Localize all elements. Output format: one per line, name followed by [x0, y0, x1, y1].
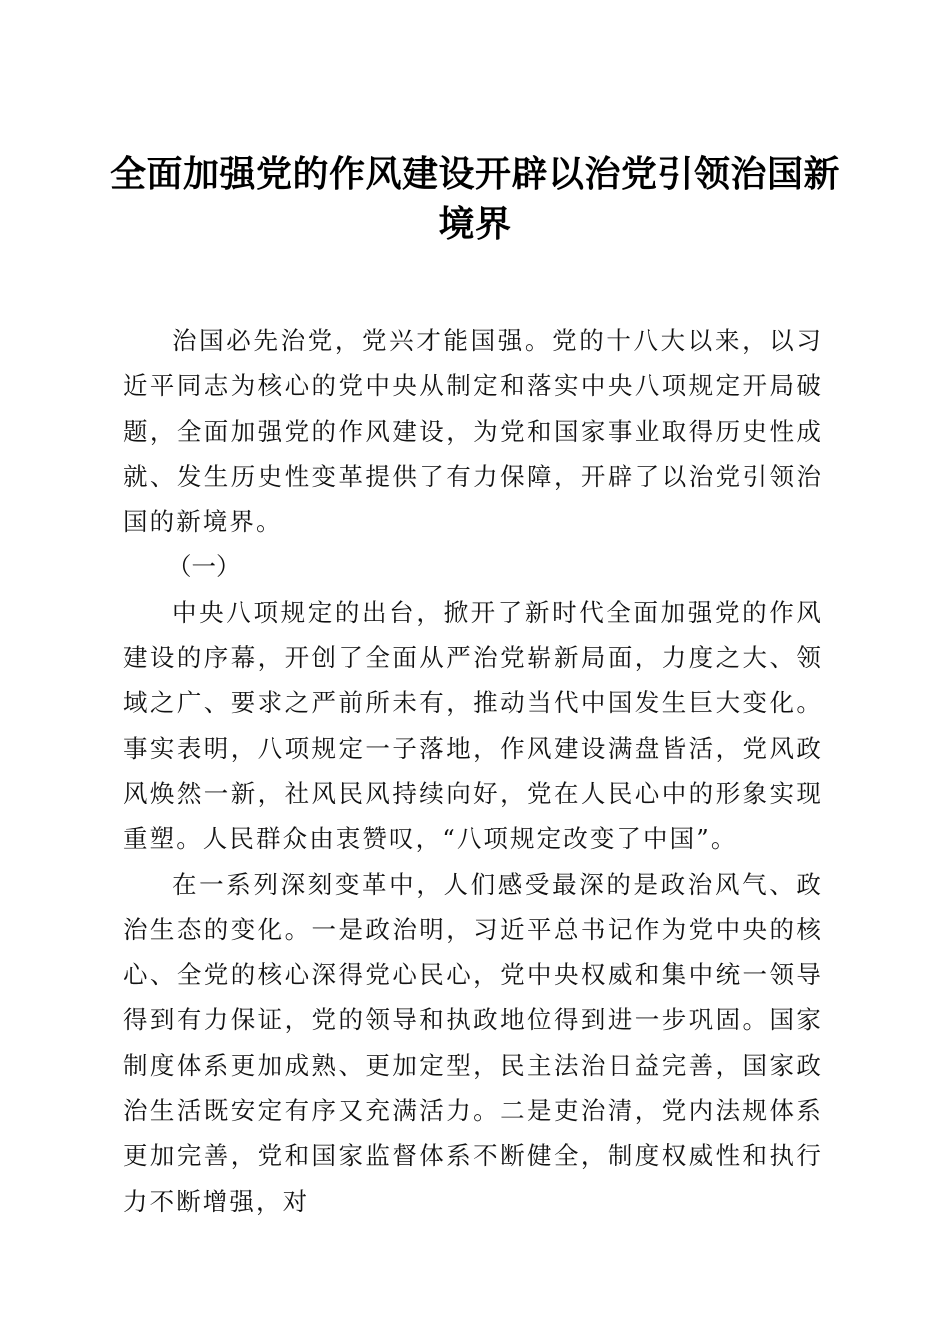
paragraph-intro: 治国必先治党，党兴才能国强。党的十八大以来，以习近平同志为核心的党中央从制定和落实中央八项规定开局破题，全面加强党的作风建设，为党和国家事业取得历史性成就、发生历史性变革提供了有力保障，开辟了以治党引领治国的新境界。	[123, 326, 823, 537]
section-heading-one: （一）	[167, 552, 241, 582]
document-body	[123, 318, 823, 1224]
paragraph-political-changes: 在一系列深刻变革中，人们感受最深的是政治风气、政治生态的变化。一是政治明，习近平总书记作为党中央的核心、全党的核心深得党心民心，党中央权威和集中统一领导得到有力保证，党的领导和执政地位得到进一步巩固。国家制度体系更加成熟、更加定型，民主法治日益完善，国家政治生活既安定有序又充满活力。二是吏治清，党内法规体系更加完善，党和国家监督体系不断健全，制度权威性和执行力不断增强，对	[123, 869, 823, 1216]
document-title: 全面加强党的作风建设开辟以治党引领治国新境界	[110, 154, 841, 245]
paragraph-eight-rules: 中央八项规定的出台，掀开了新时代全面加强党的作风建设的序幕，开创了全面从严治党崭新局面，力度之大、领域之广、要求之严前所未有，推动当代中国发生巨大变化。事实表明，八项规定一子落地，作风建设满盘皆活，党风政风焕然一新，社风民风持续向好，党在人民心中的形象实现重塑。人民群众由衷赞叹，“八项规定改变了中国”。	[123, 597, 823, 854]
